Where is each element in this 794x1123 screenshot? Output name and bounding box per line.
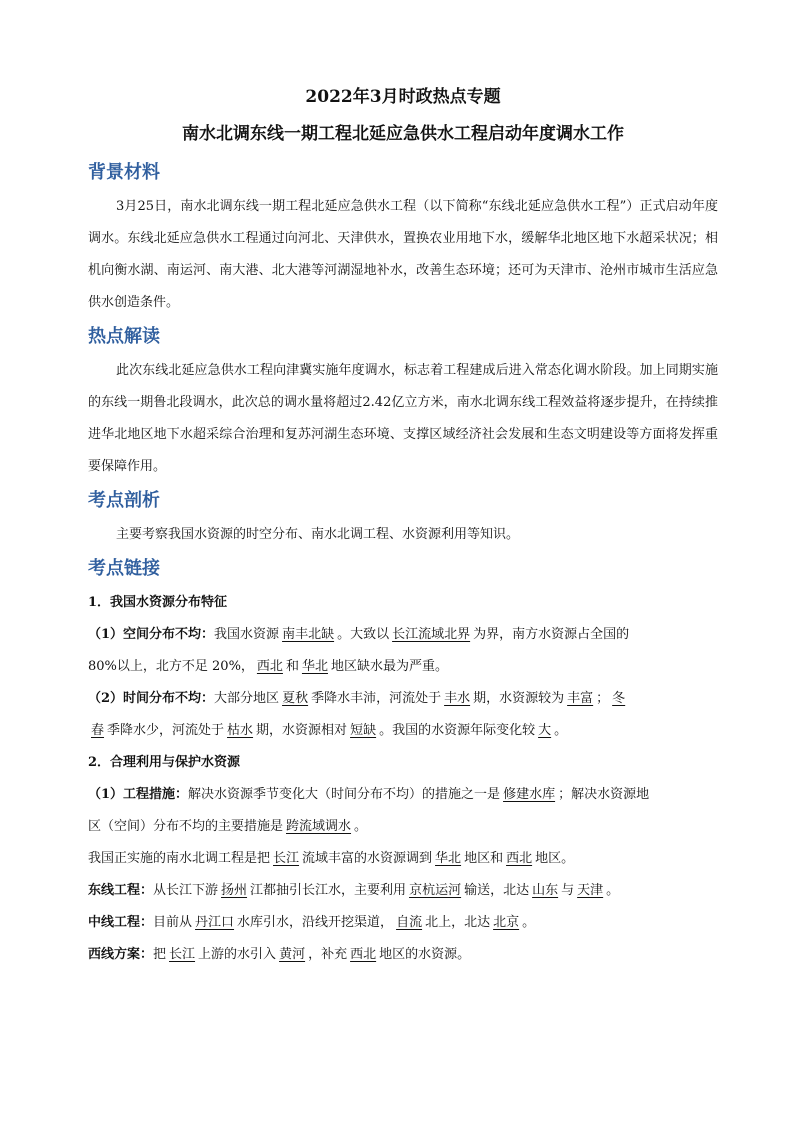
fill-blank-answer: 华北: [435, 851, 462, 866]
time-distribution-line2: [88, 715, 718, 747]
background-text: 3月25日，南水北调东线一期工程北延应急供水工程（以下简称“东线北延应急供水工程”）正式启动年度调水。东线北延应急供水工程通过向河北、天津供水，置换农业用地下水，缓解华北地区地下水超采状况；相机向衡水湖、南运河、南大港、北大港等河湖湿地补水，改善生态环境；还可为天津市、沧州市城市生活应急供水创造条件。: [88, 199, 718, 310]
text-fragment: 流域丰富的水资源调到: [302, 851, 433, 866]
text-fragment: 季降水少，河流处于: [107, 723, 225, 738]
engineering-line2: [88, 811, 718, 843]
fill-blank-answer: 西北: [350, 947, 377, 962]
text-fragment: 解决水资源季节变化大（时间分布不均）的措施之一是: [188, 787, 501, 802]
fill-blank-answer: 山东: [532, 883, 559, 898]
text-fragment: 地区。: [535, 851, 575, 866]
fill-blank-answer: 短缺: [350, 723, 377, 738]
fill-blank-answer: 大: [538, 723, 552, 738]
text-fragment: 目前从: [153, 915, 193, 930]
fill-blank-answer: 长江: [273, 851, 300, 866]
fill-blank-answer: 自流: [396, 915, 423, 930]
fill-blank-answer: 丹江口: [195, 915, 235, 930]
fill-blank-answer: 北京: [493, 915, 520, 930]
text-fragment: 和: [285, 659, 299, 674]
fill-blank-answer: 丰富: [567, 691, 594, 706]
time-label: （2）时间分布不均：: [88, 691, 215, 706]
text-fragment: 为界，南方水资源占全国的: [473, 627, 630, 642]
text-fragment: 地区缺水最为严重。: [330, 659, 448, 674]
text-fragment: 北上，北达: [425, 915, 491, 930]
text-fragment: 季降水丰沛，河流处于: [311, 691, 442, 706]
item1-title: 1．我国水资源分布特征: [88, 595, 228, 610]
text-fragment: ；解决水资源地: [558, 787, 650, 802]
middle-route-label: 中线工程：: [88, 915, 154, 930]
text-fragment: 地区和: [464, 851, 504, 866]
fill-blank-answer: 夏秋: [282, 691, 309, 706]
space-distribution-line1: [88, 619, 718, 651]
document-page: [88, 86, 718, 971]
space-label: （1）空间分布不均：: [88, 627, 215, 642]
fill-blank-answer: 华北: [301, 659, 328, 674]
fill-blank-answer: 西北: [256, 659, 283, 674]
text-fragment: 。: [606, 883, 620, 898]
fill-blank-answer: 跨流域调水: [286, 819, 352, 834]
east-route-label: 东线工程：: [88, 883, 154, 898]
text-fragment: 。我国的水资源年际变化较: [379, 723, 536, 738]
fill-blank-answer: 京杭运河: [409, 883, 462, 898]
fill-blank-answer: 冬: [612, 691, 626, 706]
space-distribution-line2: [88, 651, 718, 683]
text-fragment: 。大致以: [337, 627, 390, 642]
section-heading-background: 背景材料: [88, 162, 160, 183]
text-fragment: 与: [561, 883, 575, 898]
section-heading-analysis: 考点剖析: [88, 490, 160, 511]
text-fragment: 区（空间）分布不均的主要措施是: [88, 819, 284, 834]
west-route-label: 西线方案：: [88, 947, 154, 962]
text-fragment: 。: [354, 819, 368, 834]
analysis-text: 主要考察我国水资源的时空分布、南水北调工程、水资源利用等知识。: [116, 527, 520, 542]
item2-title: 2．合理利用与保护水资源: [88, 755, 241, 770]
south-north-project-line: [88, 843, 718, 875]
text-fragment: 输送，北达: [464, 883, 530, 898]
text-fragment: 。: [522, 915, 536, 930]
fill-blank-answer: 黄河: [279, 947, 306, 962]
text-fragment: 期，水资源相对: [256, 723, 348, 738]
time-distribution-line1: [88, 683, 718, 715]
text-fragment: 80%以上，北方不足 20%，: [88, 659, 254, 674]
west-route-line: [88, 939, 718, 971]
document-title: 2022年3月时政热点专题: [305, 87, 501, 107]
text-fragment: 期，水资源较为: [473, 691, 565, 706]
document-subtitle: 南水北调东线一期工程北延应急供水工程启动年度调水工作: [182, 124, 624, 144]
text-fragment: 上游的水引入: [198, 947, 277, 962]
fill-blank-answer: 长江流域北界: [392, 627, 471, 642]
text-fragment: ，补充: [308, 947, 348, 962]
fill-blank-answer: 南丰北缺: [282, 627, 335, 642]
fill-blank-answer: 丰水: [444, 691, 471, 706]
east-route-line: [88, 875, 718, 907]
fill-blank-answer: 长江: [169, 947, 196, 962]
middle-route-line: [88, 907, 718, 939]
text-fragment: 从长江下游: [153, 883, 219, 898]
section-heading-links: 考点链接: [88, 558, 160, 579]
text-fragment: 江都抽引长江水，主要利用: [250, 883, 407, 898]
engineering-label: （1）工程措施：: [88, 787, 189, 802]
text-fragment: 我国正实施的南水北调工程是把: [88, 851, 271, 866]
text-fragment: 水库引水，沿线开挖渠道，: [237, 915, 394, 930]
text-fragment: 。: [554, 723, 568, 738]
engineering-line1: [88, 779, 718, 811]
hotspot-text: 此次东线北延应急供水工程向津冀实施年度调水，标志着工程建成后进入常态化调水阶段。加上同期实施的东线一期鲁北段调水，此次总的调水量将超过2.42亿立方米，南水北调东线工程效益将逐步提升，在持续推进华北地区地下水超采综合治理和复苏河湖生态环境、支撑区域经济社会发展和生态文明建设等方面将发挥重要保障作用。: [88, 363, 718, 474]
text-fragment: 地区的水资源。: [379, 947, 471, 962]
fill-blank-answer: 修建水库: [503, 787, 556, 802]
text-fragment: 把: [153, 947, 167, 962]
fill-blank-answer: 天津: [577, 883, 604, 898]
text-fragment: 我国水资源: [214, 627, 280, 642]
text-fragment: ；: [596, 691, 610, 706]
text-fragment: 大部分地区: [214, 691, 280, 706]
fill-blank-answer: 枯水: [227, 723, 254, 738]
fill-blank-answer: 西北: [506, 851, 533, 866]
fill-blank-answer: 春: [91, 723, 105, 738]
fill-blank-answer: 扬州: [221, 883, 248, 898]
section-heading-hotspot: 热点解读: [88, 326, 160, 347]
